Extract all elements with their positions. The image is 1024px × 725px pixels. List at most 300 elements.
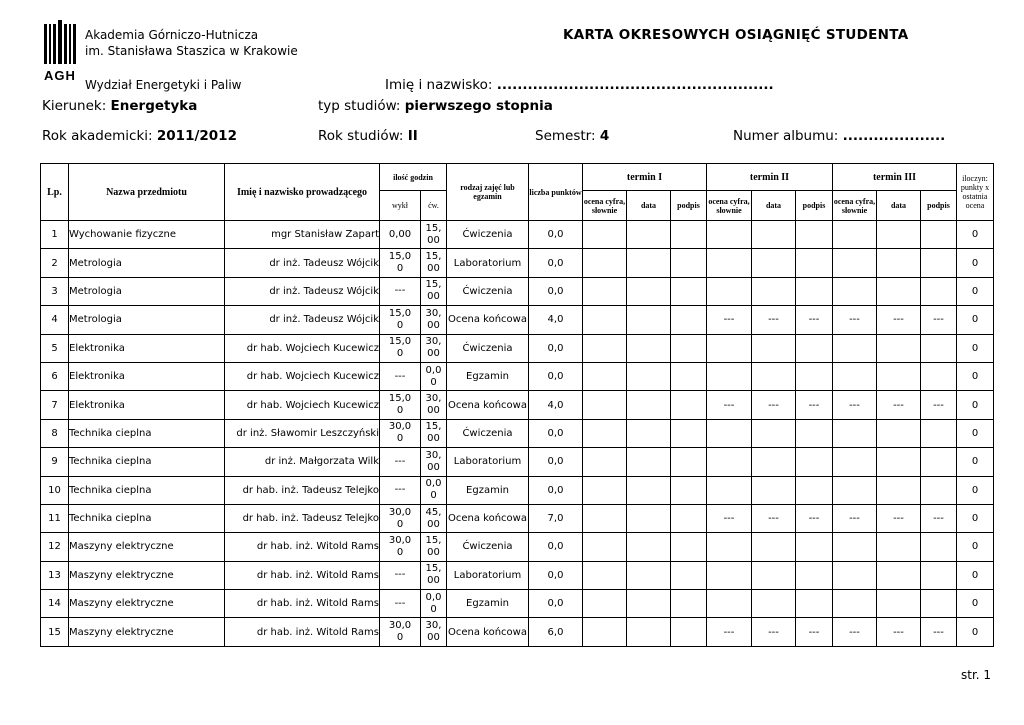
logo-bar [53,24,56,64]
study-type [318,98,553,114]
cell-points-text: 0,0 [547,598,564,610]
cell-lecture-hours [380,362,421,390]
cell-exercise-hours-text: 0,0 0 [425,364,442,388]
cell-teacher-text: dr hab. Wojciech Kucewicz [246,399,379,411]
cell-term3-grade [833,618,877,646]
cell-term2-grade [707,362,752,390]
cell-points-text: 0,0 [547,569,564,581]
cell-term2-signature [796,249,833,277]
cell-lecture-hours-text: --- [394,285,406,297]
cell-term3-grade [833,306,877,334]
cell-term2-grade [707,504,752,532]
cell-term1-signature [671,362,707,390]
cell-teacher-text: dr hab. Wojciech Kucewicz [246,371,379,383]
cell-class-type-text: Ocena końcowa [448,626,527,638]
table-row [41,362,994,390]
cell-lecture-hours [380,504,421,532]
cell-term3-date [877,533,921,561]
cell-term2-signature [796,618,833,646]
cell-exercise-hours [421,306,447,334]
cell-product [957,590,994,618]
cell-product [957,249,994,277]
cell-teacher [225,419,380,447]
dash-mark: --- [808,399,820,411]
dash-mark: --- [723,314,735,326]
header-date: data [752,191,796,221]
student-name-row [385,77,774,93]
album-label: Numer albumu: [733,128,839,144]
header-grade: ocena cyfra, słownie [583,191,627,221]
cell-term1-signature [671,590,707,618]
table-row [41,590,994,618]
cell-exercise-hours-text: 30, 00 [425,336,442,360]
cell-class-type-text: Ćwiczenia [462,285,513,297]
cell-term2-date [752,419,796,447]
cell-term2-date [752,221,796,249]
cell-term3-date [877,618,921,646]
cell-product [957,221,994,249]
cell-lecture-hours [380,249,421,277]
cell-lecture-hours-text: 15,0 0 [388,336,412,360]
cell-term2-date [752,476,796,504]
cell-term2-signature [796,590,833,618]
cell-exercise-hours [421,561,447,589]
cell-term3-grade [833,533,877,561]
dash-mark: --- [893,626,904,638]
logo-bar [64,24,67,64]
cell-teacher [225,221,380,249]
header-exercise: ćw. [421,191,447,221]
cell-exercise-hours [421,277,447,305]
header-grade: ocena cyfra, słownie [833,191,877,221]
header-subject: Nazwa przedmiotu [69,164,225,221]
cell-term3-date [877,419,921,447]
cell-lecture-hours [380,334,421,362]
cell-term2-date [752,504,796,532]
cell-lecture-hours [380,419,421,447]
cell-term2-grade [707,277,752,305]
cell-lp-text: 15 [48,626,61,638]
cell-points [529,306,583,334]
cell-product-text: 0 [971,285,979,297]
cell-points-text: 6,0 [547,626,564,638]
cell-term1-date [627,448,671,476]
header-signature: podpis [671,191,707,221]
cell-points [529,504,583,532]
dash-mark: --- [933,513,944,525]
cell-points-text: 0,0 [547,229,564,241]
cell-term3-grade [833,221,877,249]
cell-lp-text: 11 [48,513,61,525]
cell-points [529,448,583,476]
cell-class-type-text: Ćwiczenia [462,427,513,439]
dash-mark: --- [849,399,860,411]
cell-exercise-hours-text: 0,0 0 [425,478,442,502]
cell-points [529,561,583,589]
cell-points-text: 4,0 [547,314,564,326]
cell-subject-text: Elektronika [69,342,125,354]
dash-mark: --- [723,513,735,525]
cell-term2-date [752,533,796,561]
dash-mark: --- [933,626,944,638]
cell-lp [41,476,69,504]
cell-subject-text: Maszyny elektryczne [69,569,174,581]
cell-term1-grade [583,306,627,334]
cell-teacher-text: dr hab. inż. Witold Rams [256,541,379,553]
cell-term2-date [752,561,796,589]
cell-term3-date [877,448,921,476]
cell-exercise-hours [421,504,447,532]
semester-label: Semestr: [535,128,596,144]
dash-mark: --- [849,314,860,326]
cell-term2-date [752,277,796,305]
cell-lecture-hours [380,221,421,249]
cell-term2-grade [707,590,752,618]
cell-term3-signature [921,419,957,447]
cell-exercise-hours-text: 30, 00 [425,307,442,331]
cell-subject-text: Elektronika [69,399,125,411]
cell-subject [69,249,225,277]
cell-term3-date [877,362,921,390]
cell-points [529,391,583,419]
cell-class-type [447,504,529,532]
cell-points [529,590,583,618]
cell-term2-signature [796,362,833,390]
dash-mark: --- [808,626,820,638]
cell-exercise-hours [421,391,447,419]
header-points: liczba punktów [529,164,583,221]
cell-lp-text: 9 [51,456,58,468]
cell-product-text: 0 [971,229,979,241]
cell-term2-date [752,391,796,419]
cell-term2-grade [707,448,752,476]
cell-points [529,533,583,561]
cell-term2-grade [707,476,752,504]
cell-subject [69,504,225,532]
cell-product-text: 0 [971,257,979,269]
header-teacher: Imię i nazwisko prowadzącego [225,164,380,221]
dash-mark: --- [933,314,944,326]
academic-year-value: 2011/2012 [156,128,237,144]
cell-subject-text: Elektronika [69,371,125,383]
cell-lecture-hours [380,618,421,646]
dash-mark: --- [768,626,779,638]
cell-term1-date [627,334,671,362]
cell-subject [69,391,225,419]
academic-year-label: Rok akademicki: [42,128,153,144]
cell-lecture-hours [380,476,421,504]
cell-points-text: 0,0 [547,456,564,468]
cell-term1-date [627,419,671,447]
cell-class-type-text: Ćwiczenia [462,342,513,354]
cell-term2-signature [796,561,833,589]
dash-mark: --- [768,513,779,525]
cell-term3-signature [921,221,957,249]
cell-lp-text: 6 [51,371,58,383]
header-grade: ocena cyfra, słownie [707,191,752,221]
cell-teacher-text: mgr Stanisław Zapart [271,229,379,241]
cell-term1-grade [583,476,627,504]
cell-product-text: 0 [971,569,979,581]
cell-term3-date [877,306,921,334]
cell-term3-date [877,504,921,532]
dash-mark: --- [893,399,904,411]
cell-class-type [447,448,529,476]
cell-term1-signature [671,504,707,532]
cell-product [957,277,994,305]
cell-term1-signature [671,419,707,447]
cell-term3-signature [921,504,957,532]
cell-term3-grade [833,391,877,419]
document-title: KARTA OKRESOWYCH OSIĄGNIĘĆ STUDENTA [563,27,909,43]
cell-subject [69,277,225,305]
cell-subject-text: Metrologia [69,257,122,269]
cell-lp [41,561,69,589]
table-row [41,419,994,447]
cell-term1-date [627,221,671,249]
cell-term3-date [877,334,921,362]
cell-term1-date [627,590,671,618]
cell-exercise-hours [421,448,447,476]
cell-term2-signature [796,419,833,447]
cell-class-type-text: Laboratorium [453,569,522,581]
header-term-1: termin I [583,164,707,191]
cell-exercise-hours-text: 30, 00 [425,393,442,417]
cell-lp [41,362,69,390]
cell-product [957,533,994,561]
cell-lecture-hours-text: 15,0 0 [388,393,412,417]
cell-lecture-hours-text: --- [394,455,406,467]
cell-subject [69,306,225,334]
cell-points [529,277,583,305]
cell-lp-text: 3 [51,285,58,297]
cell-term1-signature [671,221,707,249]
cell-lp [41,618,69,646]
cell-lecture-hours-text: --- [394,597,406,609]
cell-exercise-hours-text: 15, 00 [425,563,442,587]
cell-term1-date [627,277,671,305]
cell-product-text: 0 [971,456,979,468]
cell-exercise-hours-text: 30, 00 [425,620,442,644]
cell-product-text: 0 [971,626,979,638]
cell-teacher [225,448,380,476]
logo-bar [44,24,47,64]
table-row [41,533,994,561]
cell-lecture-hours-text: 30,0 0 [388,620,412,644]
cell-teacher-text: dr inż. Sławomir Leszczyński [236,427,379,439]
cell-subject-text: Technika cieplna [69,456,152,468]
cell-term3-signature [921,277,957,305]
cell-exercise-hours-text: 15, 00 [425,279,442,303]
table-row [41,249,994,277]
cell-product [957,391,994,419]
cell-term1-signature [671,533,707,561]
cell-subject [69,362,225,390]
cell-lp [41,533,69,561]
cell-term3-grade [833,504,877,532]
logo-text: AGH [44,68,76,83]
cell-subject-text: Wychowanie fizyczne [69,229,177,241]
cell-term3-date [877,221,921,249]
cell-class-type [447,277,529,305]
header-date: data [877,191,921,221]
cell-term3-date [877,277,921,305]
cell-term3-signature [921,249,957,277]
cell-points-text: 0,0 [547,427,564,439]
cell-class-type [447,391,529,419]
cell-teacher-text: dr inż. Tadeusz Wójcik [269,314,379,326]
semester-value: 4 [599,128,610,144]
cell-points [529,221,583,249]
cell-teacher-text: dr hab. inż. Witold Rams [256,569,379,581]
cell-lp [41,277,69,305]
cell-term2-date [752,249,796,277]
cell-term1-grade [583,448,627,476]
cell-points-text: 0,0 [547,342,564,354]
cell-term3-grade [833,419,877,447]
dash-mark: --- [808,513,820,525]
cell-term2-date [752,334,796,362]
cell-teacher [225,561,380,589]
cell-subject [69,221,225,249]
cell-points [529,362,583,390]
cell-exercise-hours [421,590,447,618]
cell-subject-text: Metrologia [69,314,122,326]
cell-exercise-hours [421,618,447,646]
cell-term2-date [752,362,796,390]
cell-lecture-hours [380,561,421,589]
cell-product-text: 0 [971,342,979,354]
cell-term1-date [627,618,671,646]
cell-teacher-text: dr inż. Małgorzata Wilk [264,456,379,468]
cell-term2-signature [796,221,833,249]
cell-exercise-hours-text: 30, 00 [425,449,442,473]
cell-class-type-text: Ćwiczenia [462,541,513,553]
cell-subject-text: Maszyny elektryczne [69,598,174,610]
cell-term1-signature [671,618,707,646]
cell-lp [41,334,69,362]
table-row [41,448,994,476]
cell-teacher [225,391,380,419]
cell-lp-text: 14 [48,598,61,610]
cell-subject-text: Technika cieplna [69,513,152,525]
cell-product [957,419,994,447]
cell-lp-text: 12 [48,541,61,553]
cell-class-type-text: Egzamin [466,371,509,383]
cell-teacher-text: dr inż. Tadeusz Wójcik [269,285,379,297]
field-value: Energetyka [110,98,198,114]
cell-term3-signature [921,306,957,334]
logo-bar [58,20,62,64]
table-row [41,504,994,532]
dash-mark: --- [849,626,860,638]
header-lecture: wykł [380,191,421,221]
table-row [41,277,994,305]
cell-points-text: 0,0 [547,257,564,269]
cell-product [957,362,994,390]
cell-exercise-hours [421,476,447,504]
cell-term2-signature [796,334,833,362]
university-name: Akademia Górniczo-Hutnicza [85,28,259,42]
cell-term3-signature [921,561,957,589]
cell-lecture-hours [380,277,421,305]
header-signature: podpis [921,191,957,221]
semester [535,128,609,144]
cell-term2-grade [707,533,752,561]
faculty-name: Wydział Energetyki i Paliw [85,78,242,92]
cell-term2-signature [796,504,833,532]
album-value: .................... [842,128,946,144]
cell-lp [41,504,69,532]
cell-class-type [447,476,529,504]
cell-subject-text: Technika cieplna [69,427,152,439]
cell-term1-date [627,533,671,561]
cell-class-type [447,221,529,249]
cell-class-type [447,590,529,618]
cell-class-type-text: Ocena końcowa [448,399,527,411]
cell-points [529,419,583,447]
cell-points-text: 0,0 [547,541,564,553]
cell-term2-grade [707,561,752,589]
cell-exercise-hours-text: 15, 00 [425,222,442,246]
student-name-label: Imię i nazwisko: [385,77,493,93]
cell-product-text: 0 [971,427,979,439]
cell-class-type-text: Ocena końcowa [448,513,527,525]
cell-term2-grade [707,221,752,249]
cell-product [957,504,994,532]
cell-term3-date [877,249,921,277]
cell-exercise-hours-text: 45, 00 [425,506,442,530]
cell-class-type-text: Egzamin [466,484,509,496]
cell-teacher [225,504,380,532]
cell-product-text: 0 [971,541,979,553]
cell-term2-grade [707,419,752,447]
study-year-value: II [407,128,418,144]
cell-subject [69,419,225,447]
cell-points-text: 4,0 [547,399,564,411]
header-product: iloczyn: punkty x ostatnia ocena [957,164,994,221]
cell-lecture-hours [380,306,421,334]
header-term-3: termin III [833,164,957,191]
header-date: data [627,191,671,221]
cell-subject [69,561,225,589]
cell-teacher [225,334,380,362]
cell-term3-date [877,476,921,504]
cell-term2-signature [796,306,833,334]
cell-lecture-hours-text: --- [394,370,406,382]
cell-exercise-hours [421,334,447,362]
cell-class-type [447,618,529,646]
table-row [41,391,994,419]
cell-exercise-hours [421,419,447,447]
cell-lecture-hours-text: --- [394,484,406,496]
cell-exercise-hours-text: 0,0 0 [425,591,442,615]
dash-mark: --- [723,399,735,411]
cell-lecture-hours-text: 0,00 [388,228,412,240]
cell-lp [41,419,69,447]
table-row [41,221,994,249]
cell-term3-signature [921,448,957,476]
logo-bar [69,24,71,64]
study-year [318,128,418,144]
cell-lp-text: 10 [48,484,61,496]
table-row [41,306,994,334]
cell-term1-signature [671,448,707,476]
cell-teacher-text: dr hab. inż. Tadeusz Telejko [242,513,379,525]
cell-term3-signature [921,590,957,618]
table-row [41,561,994,589]
cell-teacher [225,533,380,561]
